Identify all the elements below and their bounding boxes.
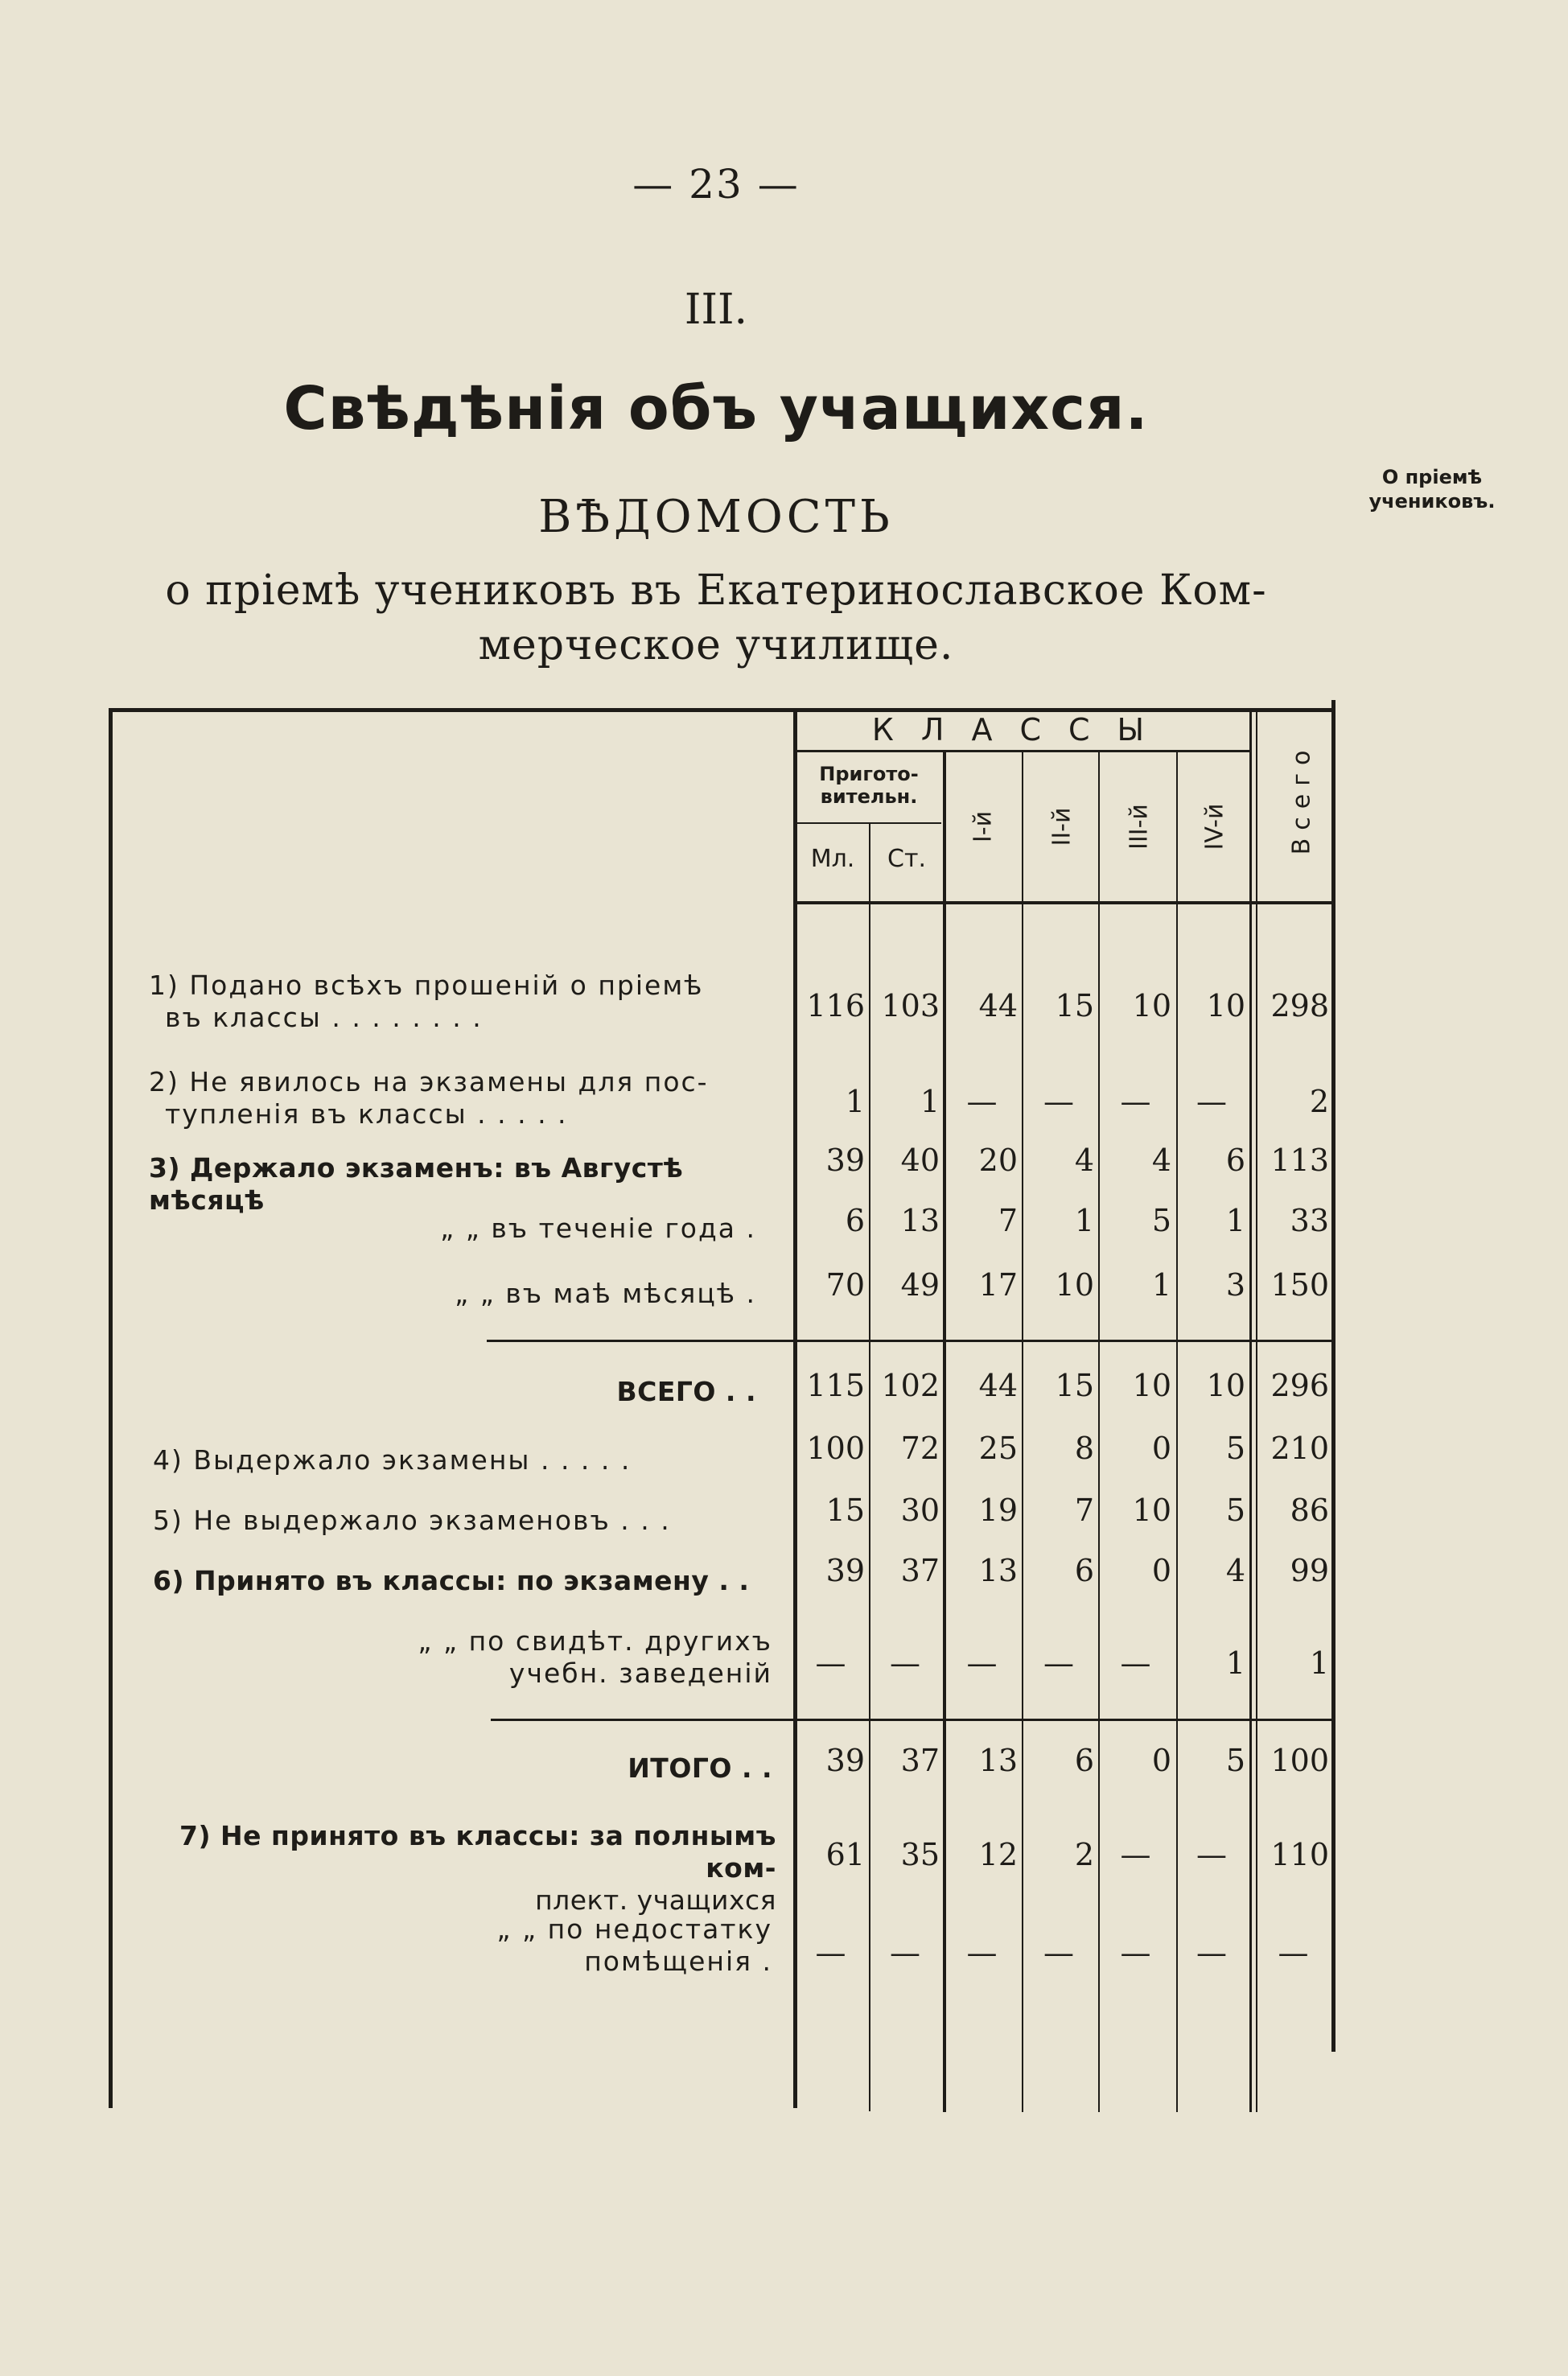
table-cell: 1	[1074, 1203, 1094, 1238]
table-cell: 298	[1270, 988, 1329, 1023]
page-number: — 23 —	[632, 161, 800, 208]
row-label-grand-total: ИТОГО . .	[628, 1752, 772, 1784]
document-title: ВѢДОМОСТЬ	[538, 491, 894, 543]
row-label-5: 5) Не выдержало экзаменовъ . . .	[153, 1505, 671, 1536]
table-cell: 100	[806, 1431, 865, 1466]
table-cell: 25	[978, 1431, 1018, 1466]
classes-header-underline	[796, 750, 1251, 752]
table-cell: 37	[900, 1553, 940, 1588]
row-label-7b: „ „ по недостатку помѣщенія .	[496, 1913, 772, 1977]
table-cell: 3	[1225, 1267, 1245, 1303]
margin-note	[1335, 465, 1529, 513]
table-cell: —	[890, 1935, 920, 1970]
table-cell: 0	[1151, 1743, 1171, 1778]
table-cell: 49	[900, 1267, 940, 1303]
column-separator	[1256, 708, 1257, 2112]
row-label-total: ВСЕГО . .	[616, 1376, 756, 1407]
data-area-left-border	[793, 710, 797, 2108]
table-cell: 5	[1225, 1493, 1245, 1528]
table-cell: 4	[1074, 1143, 1094, 1178]
table-cell: —	[1120, 1837, 1151, 1872]
table-cell: 10	[1206, 988, 1245, 1023]
table-cell: —	[890, 1645, 920, 1681]
table-cell: 40	[900, 1143, 940, 1178]
row-label-7: 7) Не принято въ классы: за полнымъ ком- плект. учащихся	[179, 1820, 776, 1916]
table-cell: 6	[1225, 1143, 1245, 1178]
table-cell: 19	[978, 1493, 1018, 1528]
total-rule	[491, 1719, 1331, 1721]
table-cell: 72	[900, 1431, 940, 1466]
document-subtitle	[97, 563, 1335, 673]
table-cell: 10	[1132, 1493, 1171, 1528]
table-cell: 1	[1151, 1267, 1171, 1303]
classes-header: КЛАССЫ	[871, 712, 1172, 747]
table-cell: —	[1278, 1935, 1309, 1970]
table-cell: 210	[1270, 1431, 1329, 1466]
table-cell: 61	[825, 1837, 865, 1872]
table-cell: 8	[1074, 1431, 1094, 1466]
table-cell: 10	[1132, 988, 1171, 1023]
table-cell: 10	[1206, 1368, 1245, 1403]
row-label-6: 6) Принято въ классы: по экзамену . .	[153, 1565, 750, 1596]
table-cell: 15	[1055, 1368, 1094, 1403]
table-cell: 6	[845, 1203, 865, 1238]
table-cell: 4	[1151, 1143, 1171, 1178]
table-cell: 12	[978, 1837, 1018, 1872]
table-cell: 39	[825, 1553, 865, 1588]
table-cell: —	[815, 1935, 846, 1970]
table-cell: 15	[1055, 988, 1094, 1023]
table-cell: 37	[900, 1743, 940, 1778]
table-cell: —	[1043, 1084, 1074, 1119]
table-cell: —	[1196, 1837, 1227, 1872]
col-header-st: Ст.	[887, 845, 926, 873]
table-cell: 5	[1225, 1431, 1245, 1466]
table-cell: 113	[1270, 1143, 1329, 1178]
table-cell: —	[966, 1084, 998, 1119]
table-cell: —	[1120, 1935, 1151, 1970]
table-cell: 103	[881, 988, 940, 1023]
table-cell: 102	[881, 1368, 940, 1403]
table-cell: 99	[1290, 1553, 1329, 1588]
table-cell: 20	[978, 1143, 1018, 1178]
table-cell: 110	[1270, 1837, 1329, 1872]
row-label-3: 3) Держало экзаменъ: въ Августѣ мѣсяцѣ	[149, 1152, 684, 1216]
row-label-3c: „ „ въ маѣ мѣсяцѣ .	[455, 1278, 756, 1309]
table-cell: —	[1196, 1084, 1227, 1119]
table-cell: 0	[1151, 1553, 1171, 1588]
table-cell: 33	[1290, 1203, 1329, 1238]
table-cell: 115	[806, 1368, 865, 1403]
table-cell: 44	[978, 1368, 1018, 1403]
table-cell: —	[1196, 1935, 1227, 1970]
table-cell: 7	[1074, 1493, 1094, 1528]
table-cell: 5	[1225, 1743, 1245, 1778]
table-cell: 150	[1270, 1267, 1329, 1303]
row-label-2: 2) Не явилось на экзамены для пос- тупленія въ классы . . . . .	[149, 1066, 709, 1130]
table-cell: —	[966, 1645, 998, 1681]
table-right-border	[1331, 700, 1335, 2052]
table-cell: 13	[900, 1203, 940, 1238]
table-cell: 1	[920, 1084, 940, 1119]
row-label-6b: „ „ по свидѣт. другихъ учебн. заведеній	[418, 1625, 772, 1689]
row-label-4: 4) Выдержало экзамены . . . . .	[153, 1444, 632, 1476]
subtotal-rule	[487, 1340, 1331, 1342]
table-cell: 10	[1055, 1267, 1094, 1303]
section-numeral: III.	[684, 286, 748, 334]
preparatory-header-line-1: Пригото-	[819, 763, 919, 785]
col-header-2: II-й	[1047, 807, 1076, 846]
table-cell: —	[1120, 1084, 1151, 1119]
table-cell: 70	[825, 1267, 865, 1303]
table-cell: 39	[825, 1743, 865, 1778]
table-cell: 296	[1270, 1368, 1329, 1403]
table-cell: —	[1043, 1935, 1074, 1970]
table-cell: 6	[1074, 1553, 1094, 1588]
table-cell: 2	[1309, 1084, 1329, 1119]
table-cell: 0	[1151, 1431, 1171, 1466]
table-cell: 1	[1225, 1203, 1245, 1238]
table-cell: 44	[978, 988, 1018, 1023]
table-cell: 10	[1132, 1368, 1171, 1403]
table-cell: 30	[900, 1493, 940, 1528]
preparatory-header	[796, 763, 941, 808]
col-header-3: III-й	[1125, 804, 1154, 850]
table-cell: 2	[1074, 1837, 1094, 1872]
table-cell: 6	[1074, 1743, 1094, 1778]
table-cell: 39	[825, 1143, 865, 1178]
table-cell: 13	[978, 1553, 1018, 1588]
table-cell: —	[966, 1935, 998, 1970]
table-cell: 4	[1225, 1553, 1245, 1588]
table-cell: 17	[978, 1267, 1018, 1303]
margin-note-line-1: О пріемѣ	[1381, 466, 1483, 488]
column-separator	[1249, 708, 1252, 2112]
table-cell: —	[1120, 1645, 1151, 1681]
table-cell: 1	[845, 1084, 865, 1119]
col-header-ml: Мл.	[810, 845, 855, 873]
row-label-1: 1) Подано всѣхъ прошеній о пріемѣ въ классы . . . . . . . .	[149, 970, 704, 1033]
table-cell: 15	[825, 1493, 865, 1528]
table-cell: 5	[1151, 1203, 1171, 1238]
table-cell: 116	[806, 988, 865, 1023]
row-label-3b: „ „ въ теченіе года .	[440, 1213, 756, 1244]
margin-note-line-2: учениковъ.	[1368, 490, 1496, 513]
subtitle-line-2: мерческое училище.	[478, 621, 954, 669]
table-cell: 35	[900, 1837, 940, 1872]
preparatory-header-line-2: вительн.	[820, 785, 918, 808]
table-left-border	[109, 710, 113, 2108]
col-header-1: I-й	[969, 810, 998, 843]
section-heading: Свѣдѣнія объ учащихся.	[283, 374, 1149, 443]
subtitle-line-1: о пріемѣ учениковъ въ Екатеринославское Ком-	[165, 566, 1267, 615]
table-cell: 7	[998, 1203, 1018, 1238]
col-header-4: IV-й	[1200, 803, 1229, 850]
col-header-total: Всего	[1287, 742, 1316, 855]
table-cell: 13	[978, 1743, 1018, 1778]
table-cell: 1	[1309, 1645, 1329, 1681]
table-cell: 1	[1225, 1645, 1245, 1681]
table-cell: —	[815, 1645, 846, 1681]
table-cell: —	[1043, 1645, 1074, 1681]
table-cell: 100	[1270, 1743, 1329, 1778]
table-cell: 86	[1290, 1493, 1329, 1528]
